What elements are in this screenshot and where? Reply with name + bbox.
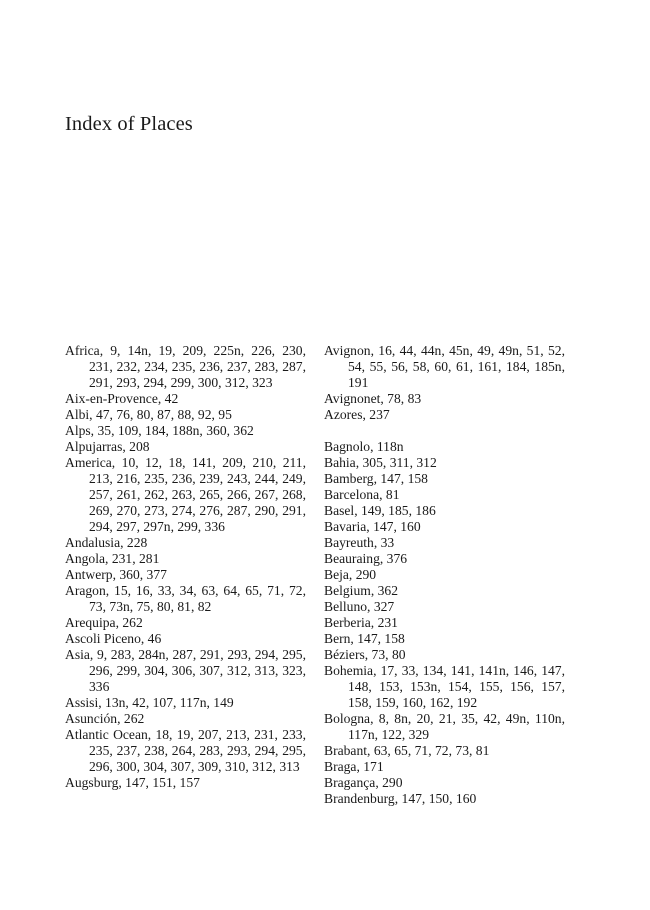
index-entry: Barcelona, 81 — [324, 487, 400, 502]
index-entry: Avignonet, 78, 83 — [324, 391, 422, 406]
index-entry: Bavaria, 147, 160 — [324, 519, 421, 534]
index-entry: Ascoli Piceno, 46 — [65, 631, 162, 646]
index-entry: Asia, 9, 283, 284n, 287, 291, 293, 294, 295, 296, 299, 304, 306, 307, 312, 313, 323, 336 — [65, 647, 306, 694]
index-entry: Aragon, 15, 16, 33, 34, 63, 64, 65, 71, 72, 73, 73n, 75, 80, 81, 82 — [65, 583, 306, 614]
index-entry: Brandenburg, 147, 150, 160 — [324, 791, 477, 806]
index-entry: Azores, 237 — [324, 407, 390, 422]
index-entry: Assisi, 13n, 42, 107, 117n, 149 — [65, 695, 234, 710]
index-entry: Avignon, 16, 44, 44n, 45n, 49, 49n, 51, 52, 54, 55, 56, 58, 60, 61, 161, 184, 185n, 191 — [324, 343, 565, 390]
index-entry: Bern, 147, 158 — [324, 631, 405, 646]
index-entry: Alps, 35, 109, 184, 188n, 360, 362 — [65, 423, 254, 438]
index-entry: Brabant, 63, 65, 71, 72, 73, 81 — [324, 743, 490, 758]
index-entry: Africa, 9, 14n, 19, 209, 225n, 226, 230, 231, 232, 234, 235, 236, 237, 283, 287, 291, 293, 294, 299, 300, 312, 323 — [65, 343, 306, 390]
index-entry: Andalusia, 228 — [65, 535, 148, 550]
index-entry: Aix-en-Provence, 42 — [65, 391, 179, 406]
index-entry: Bohemia, 17, 33, 134, 141, 141n, 146, 147, 148, 153, 153n, 154, 155, 156, 157, 158, 159, 160, 162, 192 — [324, 663, 565, 710]
index-entry: Atlantic Ocean, 18, 19, 207, 213, 231, 233, 235, 237, 238, 264, 283, 293, 294, 295, 296, 300, 304, 307, 309, 310, 312, 313 — [65, 727, 306, 774]
index-entry: Augsburg, 147, 151, 157 — [65, 775, 200, 790]
index-entry: Belgium, 362 — [324, 583, 399, 598]
index-entry: Bahia, 305, 311, 312 — [324, 455, 437, 470]
index-entry: Berberia, 231 — [324, 615, 398, 630]
index-entry: Bayreuth, 33 — [324, 535, 395, 550]
index-entry: Basel, 149, 185, 186 — [324, 503, 436, 518]
index-entry: Bamberg, 147, 158 — [324, 471, 428, 486]
index-entry: Arequipa, 262 — [65, 615, 143, 630]
index-column-right — [324, 343, 565, 807]
index-entry: Bologna, 8, 8n, 20, 21, 35, 42, 49n, 110n, 117n, 122, 329 — [324, 711, 565, 742]
index-entry: Antwerp, 360, 377 — [65, 567, 167, 582]
index-entry: Braga, 171 — [324, 759, 384, 774]
index-entry: America, 10, 12, 18, 141, 209, 210, 211, 213, 216, 235, 236, 239, 243, 244, 249, 257, 261, 262, 263, 265, 266, 267, 268, 269, 270, 273, 274, 276, 287, 290, 291, 294, 297, 297n, 299, 336 — [65, 455, 306, 534]
index-entry: Alpujarras, 208 — [65, 439, 150, 454]
index-entry: Béziers, 73, 80 — [324, 647, 406, 662]
index-entry: Beja, 290 — [324, 567, 377, 582]
index-entry: Beauraing, 376 — [324, 551, 408, 566]
index-column-left — [65, 343, 306, 791]
index-entry: Albi, 47, 76, 80, 87, 88, 92, 95 — [65, 407, 232, 422]
page-title: Index of Places — [65, 113, 193, 135]
index-entry: Bragança, 290 — [324, 775, 403, 790]
index-entry: Belluno, 327 — [324, 599, 395, 614]
index-entry: Asunción, 262 — [65, 711, 145, 726]
index-entry: Angola, 231, 281 — [65, 551, 160, 566]
index-entry: Bagnolo, 118n — [324, 439, 404, 454]
